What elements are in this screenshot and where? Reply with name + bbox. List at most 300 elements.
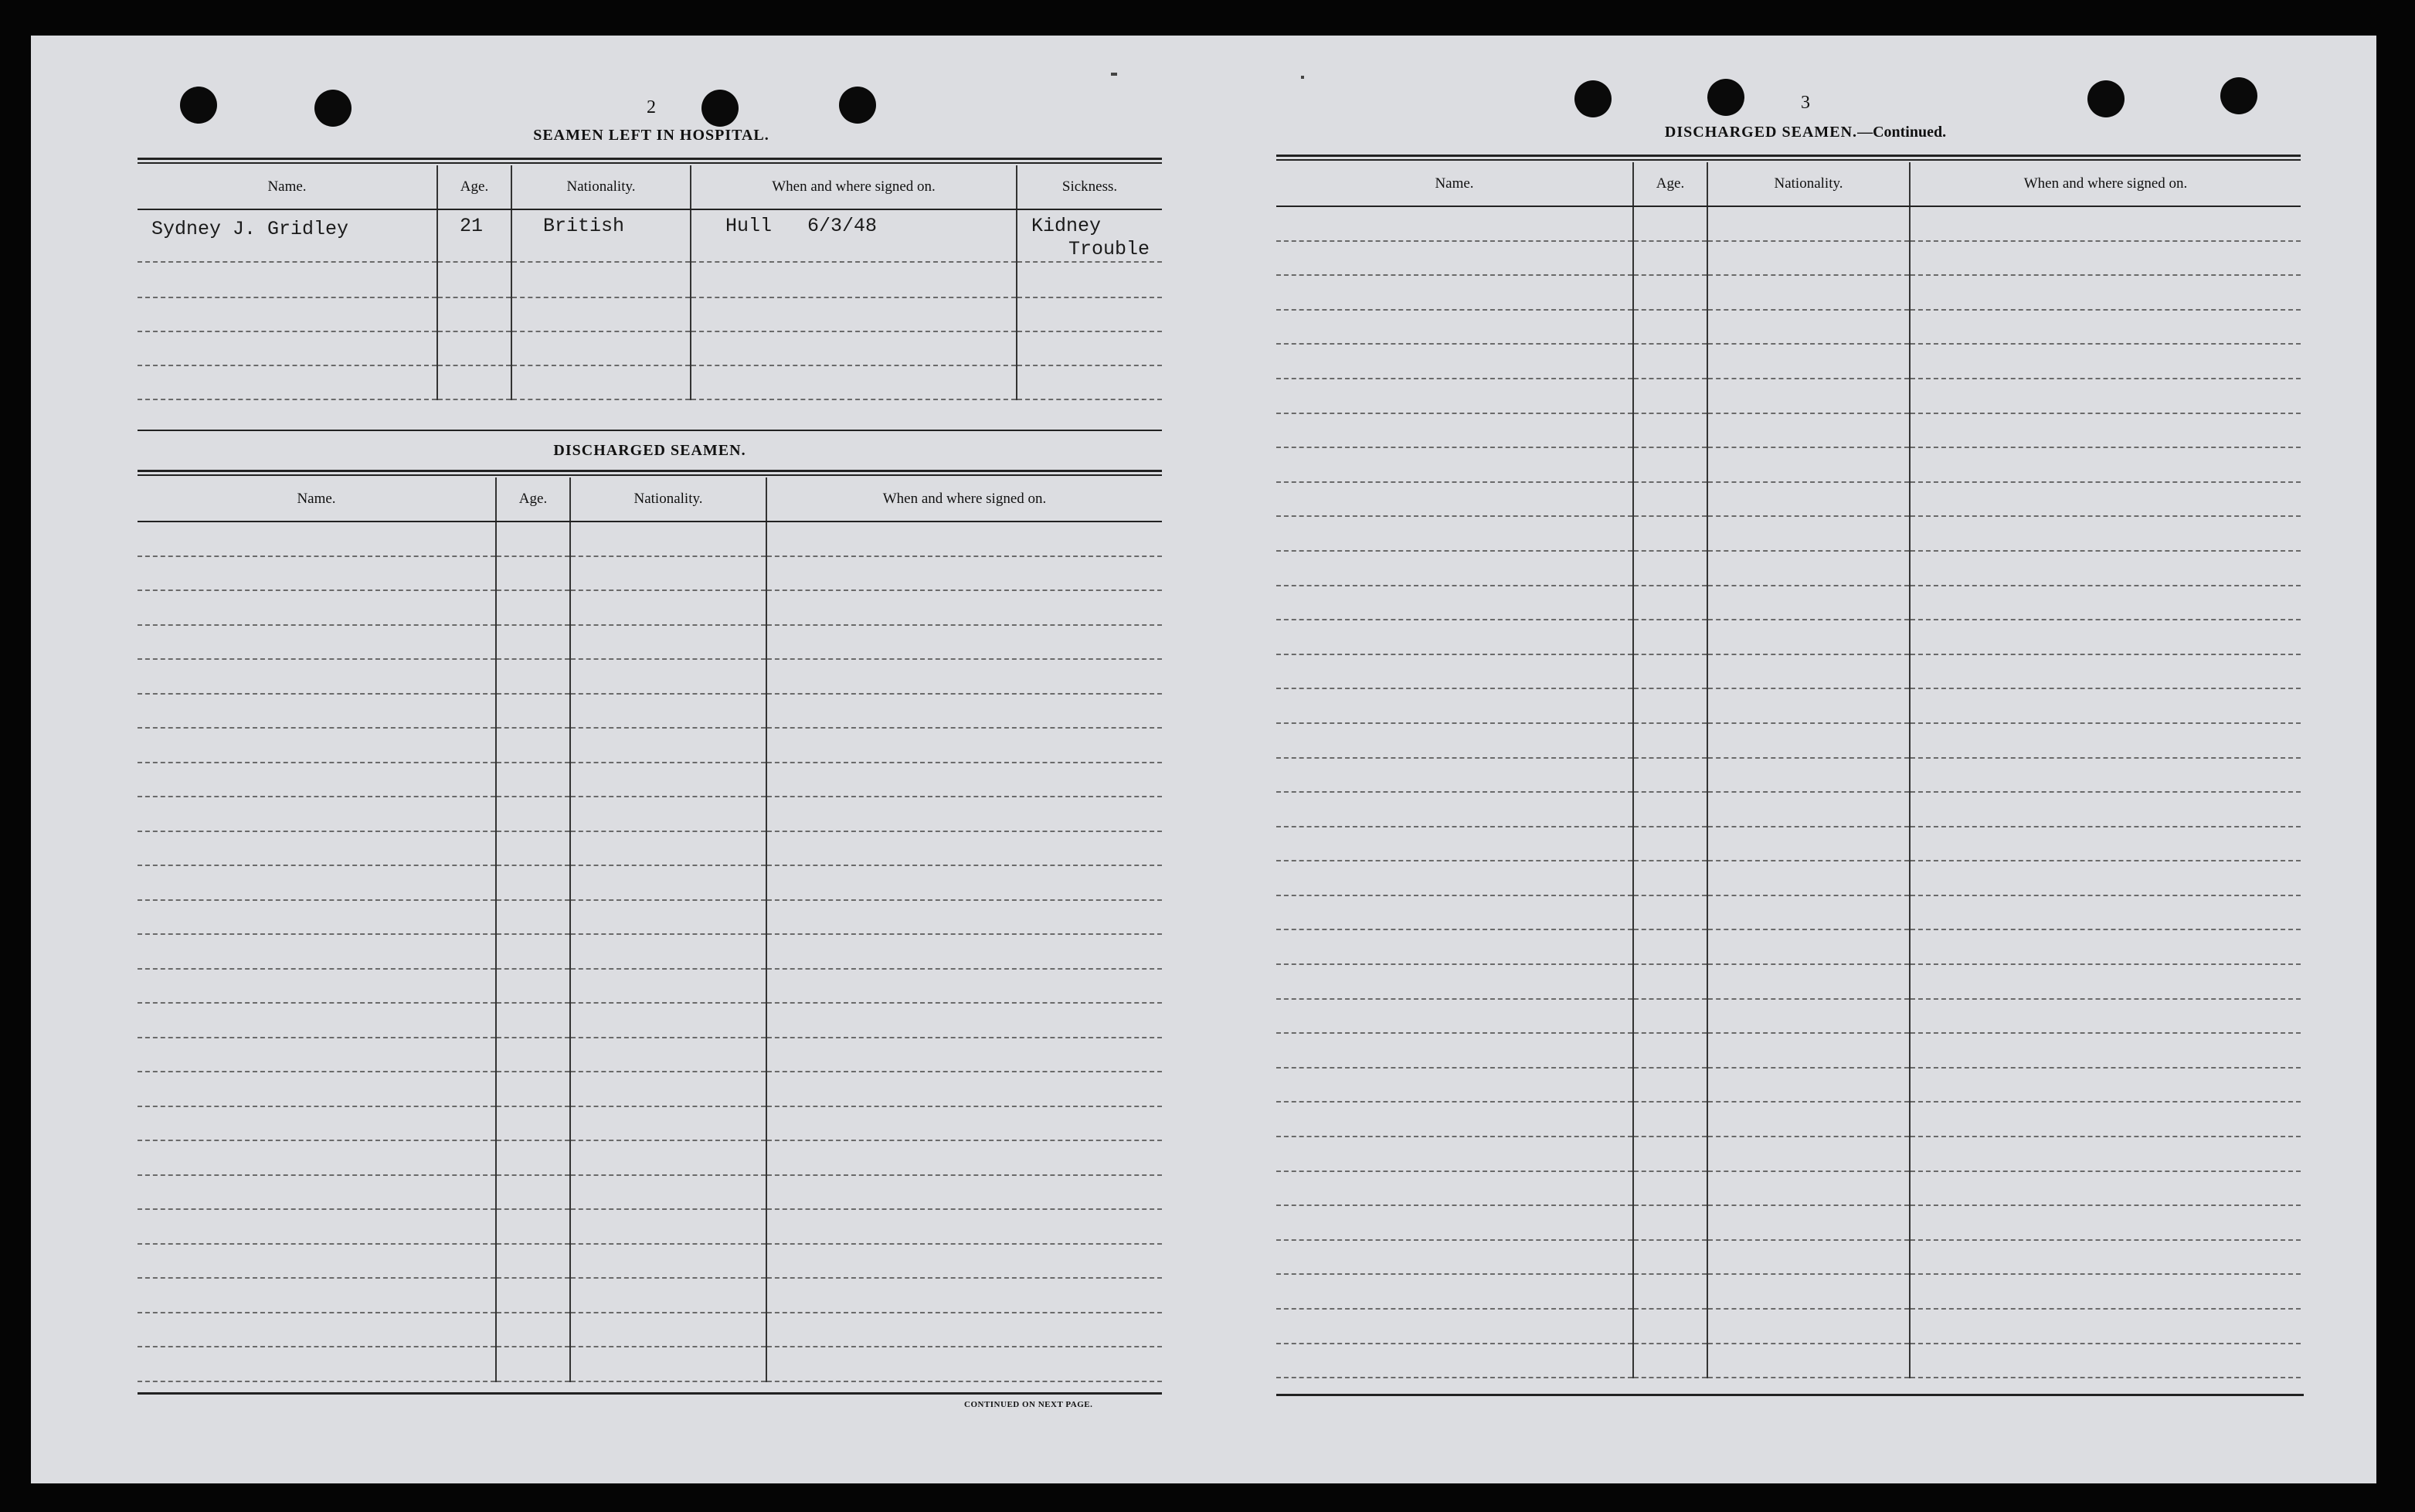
name-field[interactable] bbox=[1276, 241, 1633, 276]
age-field[interactable] bbox=[496, 1244, 570, 1279]
age-field[interactable] bbox=[1633, 275, 1707, 310]
age-field[interactable] bbox=[1633, 516, 1707, 551]
nationality-field[interactable] bbox=[1707, 413, 1910, 448]
age-field[interactable] bbox=[1633, 929, 1707, 964]
age-field[interactable] bbox=[1633, 654, 1707, 689]
table-row bbox=[138, 1313, 1162, 1347]
double-rule bbox=[138, 158, 1162, 160]
name-field[interactable] bbox=[138, 522, 496, 556]
name-field[interactable] bbox=[138, 900, 496, 935]
nationality-field[interactable] bbox=[570, 969, 766, 1004]
table-row bbox=[138, 1106, 1162, 1141]
nationality-field[interactable] bbox=[1707, 447, 1910, 482]
nationality-field[interactable] bbox=[511, 209, 691, 262]
signed-on-field[interactable] bbox=[766, 1244, 1162, 1279]
nationality-field[interactable] bbox=[1707, 1205, 1910, 1240]
nationality-field[interactable] bbox=[511, 297, 691, 331]
signed-on-field[interactable] bbox=[766, 659, 1162, 694]
age-field[interactable] bbox=[1633, 206, 1707, 241]
signed-on-field[interactable] bbox=[1910, 275, 2301, 310]
name-field[interactable] bbox=[138, 797, 496, 831]
signed-on-field[interactable] bbox=[1910, 1240, 2301, 1275]
age-field[interactable] bbox=[1633, 1033, 1707, 1068]
name-field[interactable] bbox=[1276, 551, 1633, 586]
nationality-field[interactable] bbox=[1707, 516, 1910, 551]
nationality-field[interactable] bbox=[570, 728, 766, 763]
name-field[interactable] bbox=[1276, 413, 1633, 448]
signed-on-field[interactable] bbox=[1910, 1137, 2301, 1171]
signed-on-field[interactable] bbox=[766, 1209, 1162, 1244]
nationality-field[interactable] bbox=[570, 797, 766, 831]
age-field[interactable] bbox=[496, 522, 570, 556]
signed-on-field[interactable] bbox=[1910, 413, 2301, 448]
age-field[interactable] bbox=[437, 209, 511, 262]
nationality-field[interactable] bbox=[1707, 723, 1910, 758]
age-field[interactable] bbox=[1633, 379, 1707, 413]
age-field[interactable] bbox=[1633, 1274, 1707, 1309]
age-field[interactable] bbox=[1633, 344, 1707, 379]
signed-on-field[interactable] bbox=[1910, 206, 2301, 241]
nationality-field[interactable] bbox=[1707, 792, 1910, 827]
nationality-field[interactable] bbox=[1707, 344, 1910, 379]
nationality-field[interactable] bbox=[1707, 1068, 1910, 1103]
nationality-field[interactable] bbox=[570, 694, 766, 729]
age-field[interactable] bbox=[496, 831, 570, 866]
age-field[interactable] bbox=[496, 1106, 570, 1141]
nationality-field[interactable] bbox=[570, 1278, 766, 1313]
name-field[interactable] bbox=[138, 1209, 496, 1244]
name-field[interactable] bbox=[138, 1175, 496, 1210]
signed-on-field[interactable] bbox=[766, 590, 1162, 625]
table-row bbox=[138, 209, 1162, 262]
age-field[interactable] bbox=[1633, 586, 1707, 620]
name-field[interactable] bbox=[1276, 688, 1633, 723]
column-header-sickness: Sickness. bbox=[1017, 165, 1162, 209]
signed-on-field[interactable] bbox=[1910, 1102, 2301, 1137]
double-rule bbox=[138, 470, 1162, 472]
name-field[interactable] bbox=[138, 969, 496, 1004]
nationality-field[interactable] bbox=[570, 1038, 766, 1072]
signed-on-field[interactable] bbox=[1910, 758, 2301, 793]
nationality-field[interactable] bbox=[570, 1244, 766, 1279]
age-field[interactable] bbox=[496, 969, 570, 1004]
signed-on-field[interactable] bbox=[766, 556, 1162, 591]
age-field[interactable] bbox=[496, 1140, 570, 1175]
table-row bbox=[138, 625, 1162, 660]
nationality-field[interactable] bbox=[570, 1175, 766, 1210]
nationality-field[interactable] bbox=[1707, 1102, 1910, 1137]
name-field[interactable] bbox=[1276, 1240, 1633, 1275]
name-field[interactable] bbox=[1276, 1171, 1633, 1206]
sickness-field[interactable] bbox=[1017, 331, 1162, 365]
age-field[interactable] bbox=[496, 934, 570, 969]
table-row bbox=[1276, 482, 2301, 517]
age-field[interactable] bbox=[1633, 964, 1707, 999]
signed-on-field[interactable] bbox=[766, 1106, 1162, 1141]
signed-on-field[interactable] bbox=[1910, 586, 2301, 620]
table-row bbox=[138, 865, 1162, 900]
nationality-field[interactable] bbox=[1707, 688, 1910, 723]
age-field[interactable] bbox=[496, 590, 570, 625]
nationality-field[interactable] bbox=[570, 865, 766, 900]
table-row bbox=[1276, 586, 2301, 620]
name-field[interactable] bbox=[138, 590, 496, 625]
name-field[interactable] bbox=[1276, 1344, 1633, 1378]
signed-on-field[interactable] bbox=[691, 209, 1017, 262]
signed-on-field[interactable] bbox=[691, 365, 1017, 399]
nationality-field[interactable] bbox=[511, 365, 691, 399]
nationality-field[interactable] bbox=[570, 522, 766, 556]
age-field[interactable] bbox=[1633, 1068, 1707, 1103]
name-field[interactable] bbox=[138, 694, 496, 729]
nationality-field[interactable] bbox=[570, 831, 766, 866]
signed-on-field[interactable] bbox=[766, 1175, 1162, 1210]
table-row bbox=[138, 763, 1162, 797]
table-row bbox=[138, 900, 1162, 935]
table-row bbox=[1276, 1274, 2301, 1309]
age-field[interactable] bbox=[496, 1003, 570, 1038]
name-field[interactable] bbox=[138, 1140, 496, 1175]
name-field[interactable] bbox=[138, 331, 437, 365]
name-field[interactable] bbox=[1276, 654, 1633, 689]
age-field[interactable] bbox=[496, 1072, 570, 1106]
nationality-field[interactable] bbox=[570, 1072, 766, 1106]
table-row bbox=[1276, 620, 2301, 654]
nationality-field[interactable] bbox=[1707, 1274, 1910, 1309]
age-field[interactable] bbox=[1633, 1102, 1707, 1137]
name-field[interactable] bbox=[1276, 516, 1633, 551]
signed-on-field[interactable] bbox=[691, 262, 1017, 297]
nationality-field[interactable] bbox=[570, 659, 766, 694]
age-field[interactable] bbox=[496, 900, 570, 935]
signed-on-field[interactable] bbox=[766, 900, 1162, 935]
typed-sickness-line-1: Kidney bbox=[1031, 215, 1102, 237]
column-header-signed-on: When and where signed on. bbox=[766, 477, 1162, 522]
age-field[interactable] bbox=[1633, 1171, 1707, 1206]
signed-on-field[interactable] bbox=[766, 934, 1162, 969]
age-field[interactable] bbox=[1633, 1137, 1707, 1171]
name-field[interactable] bbox=[138, 262, 437, 297]
age-field[interactable] bbox=[1633, 792, 1707, 827]
age-field[interactable] bbox=[496, 865, 570, 900]
name-field[interactable] bbox=[1276, 861, 1633, 895]
nationality-field[interactable] bbox=[1707, 275, 1910, 310]
discharged-section-title: DISCHARGED SEAMEN. bbox=[553, 442, 746, 459]
age-field[interactable] bbox=[1633, 688, 1707, 723]
age-field[interactable] bbox=[496, 556, 570, 591]
age-field[interactable] bbox=[496, 1209, 570, 1244]
age-field[interactable] bbox=[437, 297, 511, 331]
discharged-continued-title bbox=[1276, 124, 2335, 141]
typed-name: Sydney J. Gridley bbox=[151, 218, 349, 240]
signed-on-field[interactable] bbox=[766, 865, 1162, 900]
name-field[interactable] bbox=[1276, 827, 1633, 861]
nationality-field[interactable] bbox=[1707, 586, 1910, 620]
age-field[interactable] bbox=[1633, 1309, 1707, 1344]
document-sheet bbox=[31, 36, 2376, 1483]
name-field[interactable] bbox=[1276, 275, 1633, 310]
nationality-field[interactable] bbox=[570, 1003, 766, 1038]
name-field[interactable] bbox=[1276, 447, 1633, 482]
nationality-field[interactable] bbox=[511, 262, 691, 297]
signed-on-field[interactable] bbox=[1910, 1274, 2301, 1309]
nationality-field[interactable] bbox=[1707, 929, 1910, 964]
nationality-field[interactable] bbox=[1707, 482, 1910, 517]
sickness-field[interactable] bbox=[1017, 209, 1162, 262]
signed-on-field[interactable] bbox=[766, 1347, 1162, 1381]
sickness-field[interactable] bbox=[1017, 297, 1162, 331]
nationality-field[interactable] bbox=[1707, 964, 1910, 999]
age-field[interactable] bbox=[1633, 482, 1707, 517]
nationality-field[interactable] bbox=[1707, 1033, 1910, 1068]
name-field[interactable] bbox=[1276, 206, 1633, 241]
right-page bbox=[1276, 36, 2335, 1483]
signed-on-field[interactable] bbox=[1910, 1068, 2301, 1103]
nationality-field[interactable] bbox=[1707, 620, 1910, 654]
signed-on-field[interactable] bbox=[766, 1140, 1162, 1175]
name-field[interactable] bbox=[138, 1347, 496, 1381]
double-rule bbox=[1276, 155, 2301, 157]
name-field[interactable] bbox=[138, 209, 437, 262]
signed-on-field[interactable] bbox=[1910, 1171, 2301, 1206]
signed-on-field[interactable] bbox=[1910, 1344, 2301, 1378]
name-field[interactable] bbox=[1276, 1309, 1633, 1344]
table-row bbox=[138, 694, 1162, 729]
age-field[interactable] bbox=[496, 1313, 570, 1347]
age-field[interactable] bbox=[1633, 1205, 1707, 1240]
column-header-age: Age. bbox=[437, 165, 511, 209]
age-field[interactable] bbox=[437, 365, 511, 399]
signed-on-field[interactable] bbox=[1910, 620, 2301, 654]
name-field[interactable] bbox=[1276, 482, 1633, 517]
age-field[interactable] bbox=[496, 1175, 570, 1210]
name-field[interactable] bbox=[138, 1072, 496, 1106]
column-header-age: Age. bbox=[496, 477, 570, 522]
age-field[interactable] bbox=[496, 1278, 570, 1313]
signed-on-field[interactable] bbox=[1910, 688, 2301, 723]
name-field[interactable] bbox=[138, 728, 496, 763]
nationality-field[interactable] bbox=[1707, 310, 1910, 345]
nationality-field[interactable] bbox=[570, 763, 766, 797]
name-field[interactable] bbox=[138, 1244, 496, 1279]
name-field[interactable] bbox=[138, 1313, 496, 1347]
nationality-field[interactable] bbox=[570, 1347, 766, 1381]
nationality-field[interactable] bbox=[1707, 241, 1910, 276]
age-field[interactable] bbox=[1633, 827, 1707, 861]
signed-on-field[interactable] bbox=[1910, 551, 2301, 586]
signed-on-field[interactable] bbox=[1910, 379, 2301, 413]
nationality-field[interactable] bbox=[1707, 1137, 1910, 1171]
name-field[interactable] bbox=[1276, 344, 1633, 379]
age-field[interactable] bbox=[1633, 241, 1707, 276]
nationality-field[interactable] bbox=[1707, 895, 1910, 930]
nationality-field[interactable] bbox=[1707, 654, 1910, 689]
table-row bbox=[1276, 344, 2301, 379]
signed-on-field[interactable] bbox=[766, 1313, 1162, 1347]
name-field[interactable] bbox=[1276, 1274, 1633, 1309]
age-field[interactable] bbox=[496, 1347, 570, 1381]
sickness-field[interactable] bbox=[1017, 262, 1162, 297]
age-field[interactable] bbox=[1633, 551, 1707, 586]
table-row bbox=[1276, 413, 2301, 448]
signed-on-field[interactable] bbox=[1910, 1205, 2301, 1240]
table-row bbox=[1276, 964, 2301, 999]
table-row bbox=[138, 590, 1162, 625]
name-field[interactable] bbox=[1276, 723, 1633, 758]
age-field[interactable] bbox=[1633, 758, 1707, 793]
signed-on-field[interactable] bbox=[766, 522, 1162, 556]
name-field[interactable] bbox=[138, 659, 496, 694]
nationality-field[interactable] bbox=[1707, 1240, 1910, 1275]
signed-on-field[interactable] bbox=[1910, 447, 2301, 482]
name-field[interactable] bbox=[1276, 1068, 1633, 1103]
name-field[interactable] bbox=[1276, 758, 1633, 793]
age-field[interactable] bbox=[1633, 447, 1707, 482]
nationality-field[interactable] bbox=[570, 625, 766, 660]
name-field[interactable] bbox=[138, 297, 437, 331]
nationality-field[interactable] bbox=[570, 556, 766, 591]
signed-on-field[interactable] bbox=[1910, 241, 2301, 276]
nationality-field[interactable] bbox=[570, 1140, 766, 1175]
name-field[interactable] bbox=[1276, 1205, 1633, 1240]
signed-on-field[interactable] bbox=[1910, 344, 2301, 379]
age-field[interactable] bbox=[496, 659, 570, 694]
signed-on-field[interactable] bbox=[691, 331, 1017, 365]
signed-on-field[interactable] bbox=[1910, 929, 2301, 964]
age-field[interactable] bbox=[1633, 1344, 1707, 1378]
name-field[interactable] bbox=[138, 831, 496, 866]
nationality-field[interactable] bbox=[1707, 827, 1910, 861]
name-field[interactable] bbox=[138, 934, 496, 969]
typed-age: 21 bbox=[460, 215, 484, 237]
table-row bbox=[138, 831, 1162, 866]
signed-on-field[interactable] bbox=[1910, 964, 2301, 999]
table-row bbox=[138, 262, 1162, 297]
section-rule bbox=[138, 430, 1162, 431]
name-field[interactable] bbox=[1276, 964, 1633, 999]
signed-on-field[interactable] bbox=[766, 797, 1162, 831]
name-field[interactable] bbox=[138, 1003, 496, 1038]
age-field[interactable] bbox=[496, 797, 570, 831]
nationality-field[interactable] bbox=[1707, 1309, 1910, 1344]
name-field[interactable] bbox=[1276, 1033, 1633, 1068]
nationality-field[interactable] bbox=[1707, 999, 1910, 1034]
name-field[interactable] bbox=[1276, 929, 1633, 964]
nationality-field[interactable] bbox=[570, 1313, 766, 1347]
nationality-field[interactable] bbox=[570, 1106, 766, 1141]
name-field[interactable] bbox=[138, 625, 496, 660]
signed-on-field[interactable] bbox=[1910, 792, 2301, 827]
age-field[interactable] bbox=[1633, 620, 1707, 654]
signed-on-field[interactable] bbox=[766, 1072, 1162, 1106]
signed-on-field[interactable] bbox=[1910, 310, 2301, 345]
sickness-field[interactable] bbox=[1017, 365, 1162, 399]
nationality-field[interactable] bbox=[570, 934, 766, 969]
nationality-field[interactable] bbox=[570, 590, 766, 625]
signed-on-field[interactable] bbox=[766, 625, 1162, 660]
name-field[interactable] bbox=[1276, 1102, 1633, 1137]
signed-on-field[interactable] bbox=[766, 831, 1162, 866]
name-field[interactable] bbox=[1276, 999, 1633, 1034]
signed-on-field[interactable] bbox=[766, 1003, 1162, 1038]
signed-on-field[interactable] bbox=[1910, 1309, 2301, 1344]
age-field[interactable] bbox=[1633, 723, 1707, 758]
age-field[interactable] bbox=[1633, 861, 1707, 895]
signed-on-field[interactable] bbox=[1910, 999, 2301, 1034]
name-field[interactable] bbox=[138, 1106, 496, 1141]
name-field[interactable] bbox=[1276, 792, 1633, 827]
name-field[interactable] bbox=[1276, 586, 1633, 620]
signed-on-field[interactable] bbox=[1910, 654, 2301, 689]
age-field[interactable] bbox=[496, 728, 570, 763]
age-field[interactable] bbox=[496, 625, 570, 660]
signed-on-field[interactable] bbox=[766, 694, 1162, 729]
signed-on-field[interactable] bbox=[766, 969, 1162, 1004]
signed-on-field[interactable] bbox=[1910, 723, 2301, 758]
table-row bbox=[138, 1038, 1162, 1072]
signed-on-field[interactable] bbox=[1910, 895, 2301, 930]
name-field[interactable] bbox=[138, 865, 496, 900]
table-row bbox=[1276, 723, 2301, 758]
age-field[interactable] bbox=[437, 331, 511, 365]
age-field[interactable] bbox=[496, 1038, 570, 1072]
name-field[interactable] bbox=[1276, 620, 1633, 654]
table-row bbox=[1276, 1240, 2301, 1275]
nationality-field[interactable] bbox=[1707, 758, 1910, 793]
nationality-field[interactable] bbox=[570, 1209, 766, 1244]
name-field[interactable] bbox=[138, 763, 496, 797]
name-field[interactable] bbox=[138, 1278, 496, 1313]
age-field[interactable] bbox=[496, 763, 570, 797]
age-field[interactable] bbox=[1633, 310, 1707, 345]
age-field[interactable] bbox=[437, 262, 511, 297]
name-field[interactable] bbox=[1276, 1137, 1633, 1171]
age-field[interactable] bbox=[1633, 895, 1707, 930]
nationality-field[interactable] bbox=[1707, 1344, 1910, 1378]
nationality-field[interactable] bbox=[570, 900, 766, 935]
signed-on-field[interactable] bbox=[1910, 482, 2301, 517]
signed-on-field[interactable] bbox=[766, 1278, 1162, 1313]
name-field[interactable] bbox=[1276, 310, 1633, 345]
signed-on-field[interactable] bbox=[766, 1038, 1162, 1072]
table-row bbox=[1276, 516, 2301, 551]
table-row bbox=[1276, 275, 2301, 310]
name-field[interactable] bbox=[138, 1038, 496, 1072]
signed-on-field[interactable] bbox=[766, 763, 1162, 797]
nationality-field[interactable] bbox=[1707, 206, 1910, 241]
signed-on-field[interactable] bbox=[1910, 1033, 2301, 1068]
nationality-field[interactable] bbox=[1707, 379, 1910, 413]
name-field[interactable] bbox=[1276, 379, 1633, 413]
name-field[interactable] bbox=[138, 365, 437, 399]
age-field[interactable] bbox=[496, 694, 570, 729]
name-field[interactable] bbox=[1276, 895, 1633, 930]
nationality-field[interactable] bbox=[1707, 551, 1910, 586]
typed-nationality: British bbox=[543, 215, 625, 237]
signed-on-field[interactable] bbox=[1910, 827, 2301, 861]
signed-on-field[interactable] bbox=[691, 297, 1017, 331]
nationality-field[interactable] bbox=[511, 331, 691, 365]
age-field[interactable] bbox=[1633, 999, 1707, 1034]
nationality-field[interactable] bbox=[1707, 861, 1910, 895]
signed-on-field[interactable] bbox=[1910, 516, 2301, 551]
signed-on-field[interactable] bbox=[766, 728, 1162, 763]
age-field[interactable] bbox=[1633, 1240, 1707, 1275]
age-field[interactable] bbox=[1633, 413, 1707, 448]
signed-on-field[interactable] bbox=[1910, 861, 2301, 895]
name-field[interactable] bbox=[138, 556, 496, 591]
nationality-field[interactable] bbox=[1707, 1171, 1910, 1206]
